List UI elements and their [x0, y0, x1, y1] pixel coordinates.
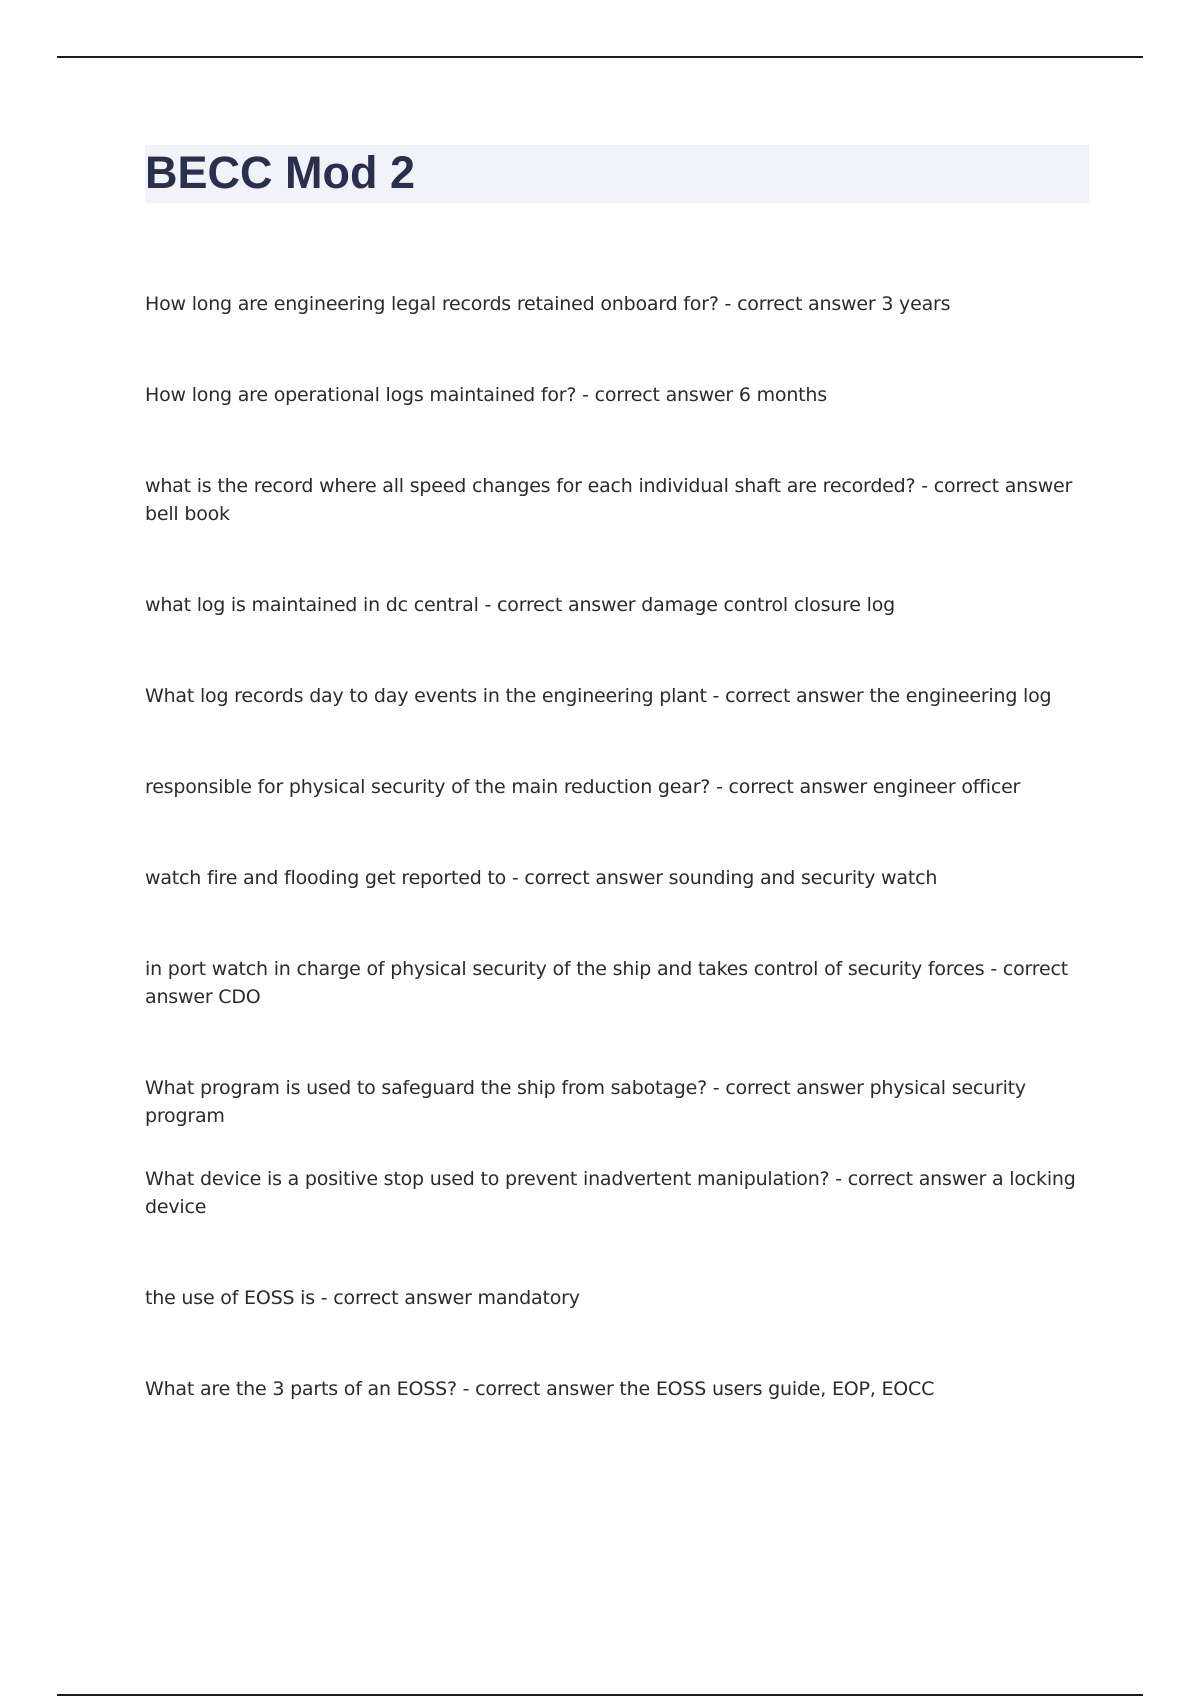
- separator: -: [915, 475, 934, 497]
- answer-text: the engineering log: [869, 685, 1052, 707]
- answer-prefix: correct answer: [933, 475, 1073, 497]
- qa-item: [145, 290, 1085, 381]
- answer-text: bell book: [145, 503, 230, 525]
- answer-prefix: correct answer: [333, 1287, 472, 1309]
- title-banner: [145, 145, 1089, 203]
- question-text: How long are operational logs maintained for?: [145, 384, 577, 406]
- separator: -: [829, 1168, 848, 1190]
- question-text: What device is a positive stop used to prevent inadvertent manipulation?: [145, 1168, 830, 1190]
- answer-prefix: correct answer: [524, 867, 663, 889]
- question-text: How long are engineering legal records retained onboard for?: [145, 293, 719, 315]
- separator: -: [576, 384, 595, 406]
- answer-text: 6 months: [738, 384, 827, 406]
- qa-item: [145, 1165, 1085, 1284]
- answer-prefix: correct answer: [145, 958, 1068, 1008]
- bottom-rule: [57, 1694, 1143, 1696]
- question-text: What log records day to day events in the engineering plant: [145, 685, 707, 707]
- question-text: what is the record where all speed changes for each individual shaft are recorded?: [145, 475, 916, 497]
- separator: -: [314, 1287, 334, 1309]
- answer-text: mandatory: [477, 1287, 580, 1309]
- qa-item: [145, 591, 1085, 682]
- question-text: watch fire and flooding get reported to: [145, 867, 507, 889]
- question-text: What are the 3 parts of an EOSS?: [145, 1378, 457, 1400]
- answer-text: damage control closure log: [641, 594, 896, 616]
- qa-item: [145, 1284, 1085, 1375]
- top-rule: [57, 56, 1143, 58]
- answer-text: a locking device: [145, 1168, 1076, 1218]
- question-text: responsible for physical security of the main reduction gear?: [145, 776, 711, 798]
- answer-prefix: correct answer: [475, 1378, 614, 1400]
- question-text: what log is maintained in dc central: [145, 594, 479, 616]
- answer-prefix: correct answer: [737, 293, 876, 315]
- separator: -: [456, 1378, 476, 1400]
- question-text: What program is used to safeguard the ship from sabotage?: [145, 1077, 707, 1099]
- answer-text: sounding and security watch: [668, 867, 938, 889]
- separator: -: [718, 293, 738, 315]
- document-title: BECC Mod 2: [145, 147, 415, 198]
- qa-item: [145, 682, 1085, 773]
- answer-prefix: correct answer: [497, 594, 636, 616]
- separator: -: [478, 594, 498, 616]
- answer-prefix: correct answer: [847, 1168, 987, 1190]
- qa-item: [145, 472, 1085, 591]
- separator: -: [984, 958, 1003, 980]
- separator: -: [506, 867, 525, 889]
- answer-text: physical security program: [145, 1077, 1026, 1127]
- qa-item: [145, 381, 1085, 472]
- qa-item: [145, 1375, 1085, 1466]
- qa-list: [145, 290, 1085, 1466]
- question-text: in port watch in charge of physical security of the ship and takes control of security forces: [145, 958, 985, 980]
- answer-prefix: correct answer: [594, 384, 734, 406]
- answer-prefix: correct answer: [728, 776, 867, 798]
- qa-item: [145, 955, 1085, 1074]
- answer-text: 3 years: [881, 293, 951, 315]
- qa-item: [145, 1074, 1085, 1165]
- question-text: the use of EOSS is: [145, 1287, 315, 1309]
- answer-text: engineer officer: [872, 776, 1021, 798]
- answer-text: CDO: [218, 986, 261, 1008]
- separator: -: [710, 776, 729, 798]
- answer-prefix: correct answer: [725, 1077, 864, 1099]
- answer-prefix: correct answer: [725, 685, 864, 707]
- qa-item: [145, 864, 1085, 955]
- qa-item: [145, 773, 1085, 864]
- separator: -: [706, 685, 726, 707]
- separator: -: [706, 1077, 726, 1099]
- answer-text: the EOSS users guide, EOP, EOCC: [619, 1378, 935, 1400]
